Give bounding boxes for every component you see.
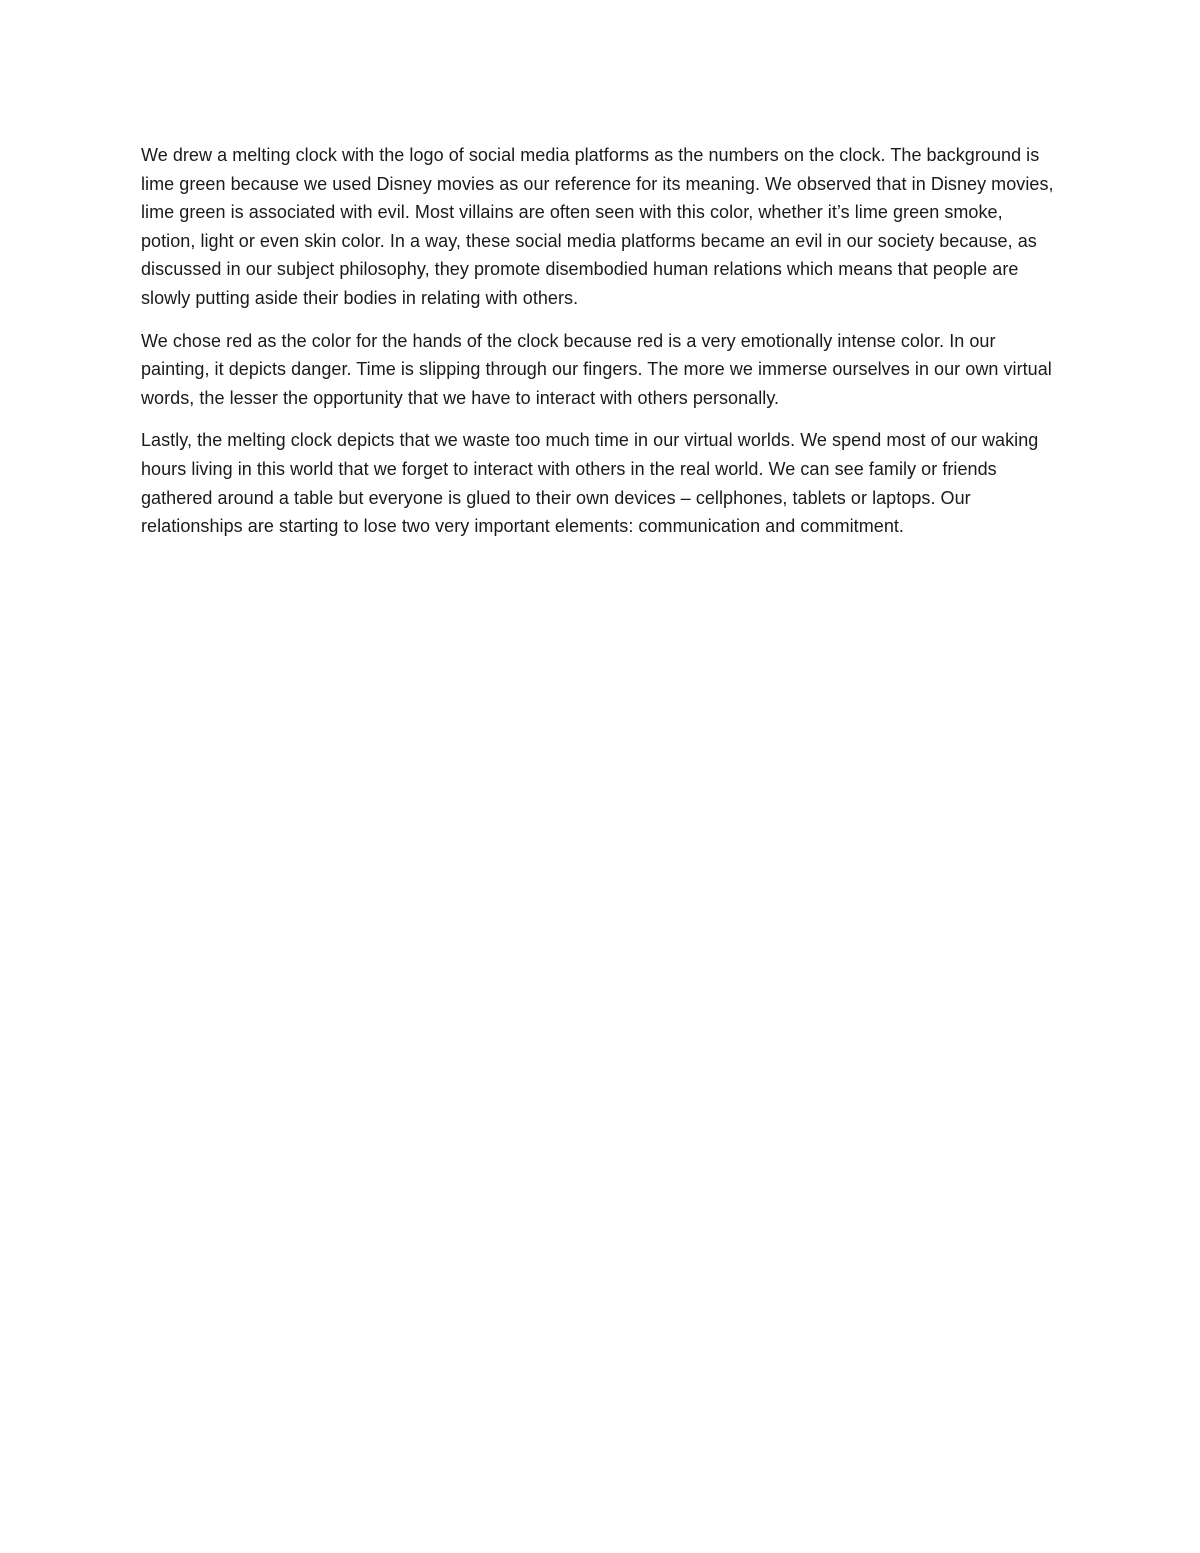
paragraph-1: We drew a melting clock with the logo of social media platforms as the numbers on the clock. The background is lime green because we used Disney movies as our reference for its meaning. We observed that in Disney movies, lime green is associated with evil. Most villains are often seen with this color, whether it’s lime green smoke, potion, light or even skin color. In a way, these social media platforms became an evil in our society because, as discussed in our subject philosophy, they promote disembodied human relations which means that people are slowly putting aside their bodies in relating with others. (141, 145, 1054, 308)
paragraph-3: Lastly, the melting clock depicts that we waste too much time in our virtual worlds. We spend most of our waking hours living in this world that we forget to interact with others in the real world. We can see family or friends gathered around a table but everyone is glued to their own devices – cellphones, tablets or laptops. Our relationships are starting to lose two very important elements: communication and commitment. (141, 430, 1039, 537)
paragraph-2: We chose red as the color for the hands of the clock because red is a very emotionally intense color. In our painting, it depicts danger. Time is slipping through our fingers. The more we immerse ourselves in our own virtual words, the lesser the opportunity that we have to interact with others personally. (141, 330, 1052, 408)
document-body (141, 141, 1059, 555)
